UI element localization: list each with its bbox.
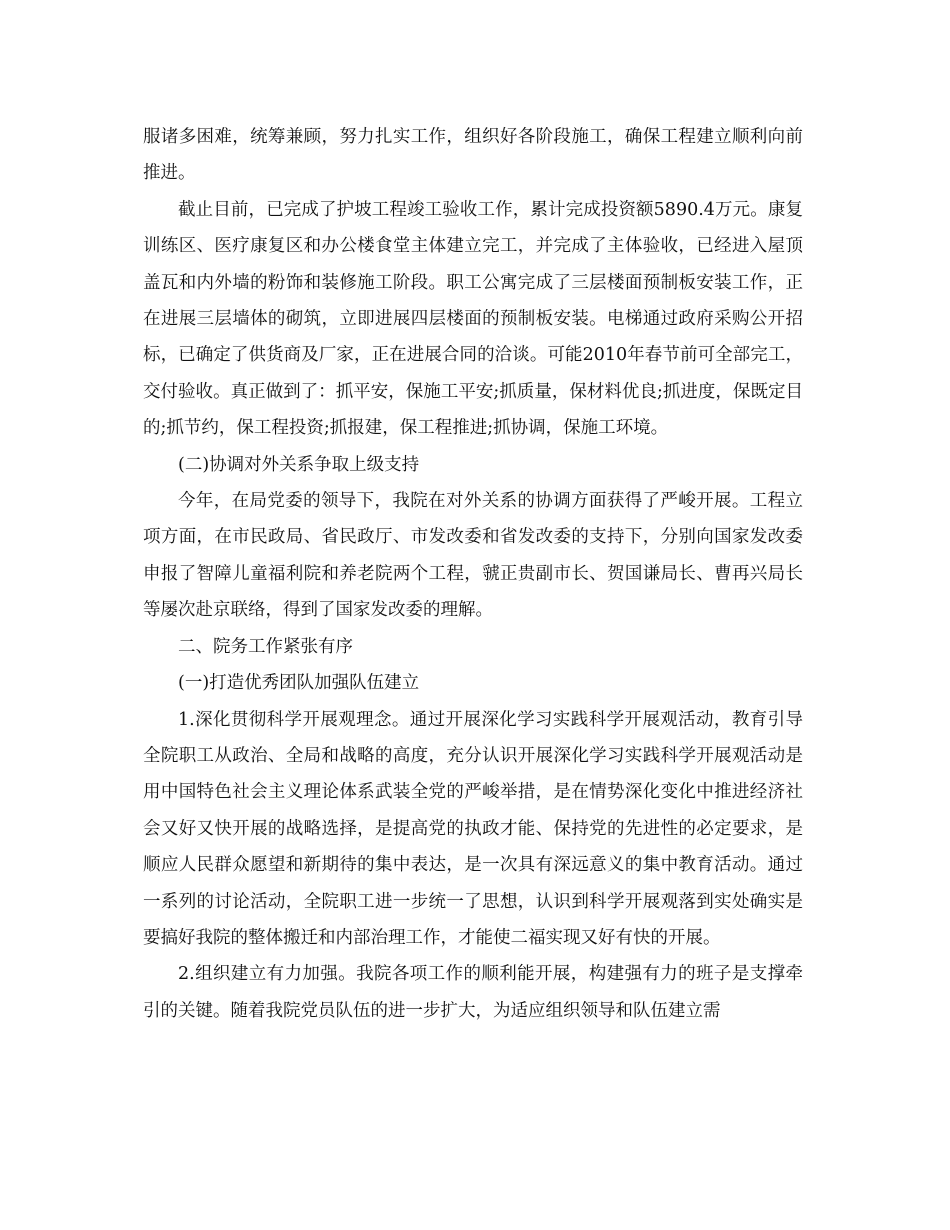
paragraph: 今年，在局党委的领导下，我院在对外关系的协调方面获得了严峻开展。工程立项方面，在市民政局、省民政厅、市发改委和省发改委的支持下，分别向国家发改委申报了智障儿童福利院和养老院两个工程，虢正贵副市长、贺国谦局长、曹再兴局长等屡次赴京联络，得到了国家发改委的理解。 — [143, 491, 803, 621]
paragraph: 1.深化贯彻科学开展观理念。通过开展深化学习实践科学开展观活动，教育引导全院职工从政治、全局和战略的高度，充分认识开展深化学习实践科学开展观活动是用中国特色社会主义理论体系武装全党的严峻举措，是在情势深化变化中推进经济社会又好又快开展的战略选择，是提高党的执政才能、保持党的先进性的必定要求，是顺应人民群众愿望和新期待的集中表达，是一次具有深远意义的集中教育活动。通过一系列的讨论活动，全院职工进一步统一了思想，认识到科学开展观落到实处确实是要搞好我院的整体搬迁和内部治理工作，才能使二福实现又好有快的开展。 — [143, 709, 803, 948]
paragraph: 截止目前，已完成了护坡工程竣工验收工作，累计完成投资额5890.4万元。康复训练区、医疗康复区和办公楼食堂主体建立完工，并完成了主体验收，已经进入屋顶盖瓦和内外墙的粉饰和装修施工阶段。职工公寓完成了三层楼面预制板安装工作，正在进展三层墙体的砌筑，立即进展四层楼面的预制板安装。电梯通过政府采购公开招标，已确定了供货商及厂家，正在进展合同的洽谈。可能2010年春节前可全部完工，交付验收。真正做到了：抓平安，保施工平安;抓质量，保材料优良;抓进度，保既定目的;抓节约，保工程投资;抓报建，保工程推进;抓协调，保施工环境。 — [143, 199, 803, 439]
section-heading: (一)打造优秀团队加强队伍建立 — [178, 673, 420, 694]
document-body — [143, 119, 803, 1029]
paragraph: 服诸多困难，统筹兼顾，努力扎实工作，组织好各阶段施工，确保工程建立顺利向前推进。 — [143, 127, 803, 184]
section-heading: (二)协调对外关系争取上级支持 — [178, 454, 420, 475]
section-heading: 二、院务工作紧张有序 — [178, 636, 353, 657]
paragraph: 2.组织建立有力加强。我院各项工作的顺利能开展，构建强有力的班子是支撑牵引的关键。随着我院党员队伍的进一步扩大，为适应组织领导和队伍建立需 — [143, 964, 803, 1021]
